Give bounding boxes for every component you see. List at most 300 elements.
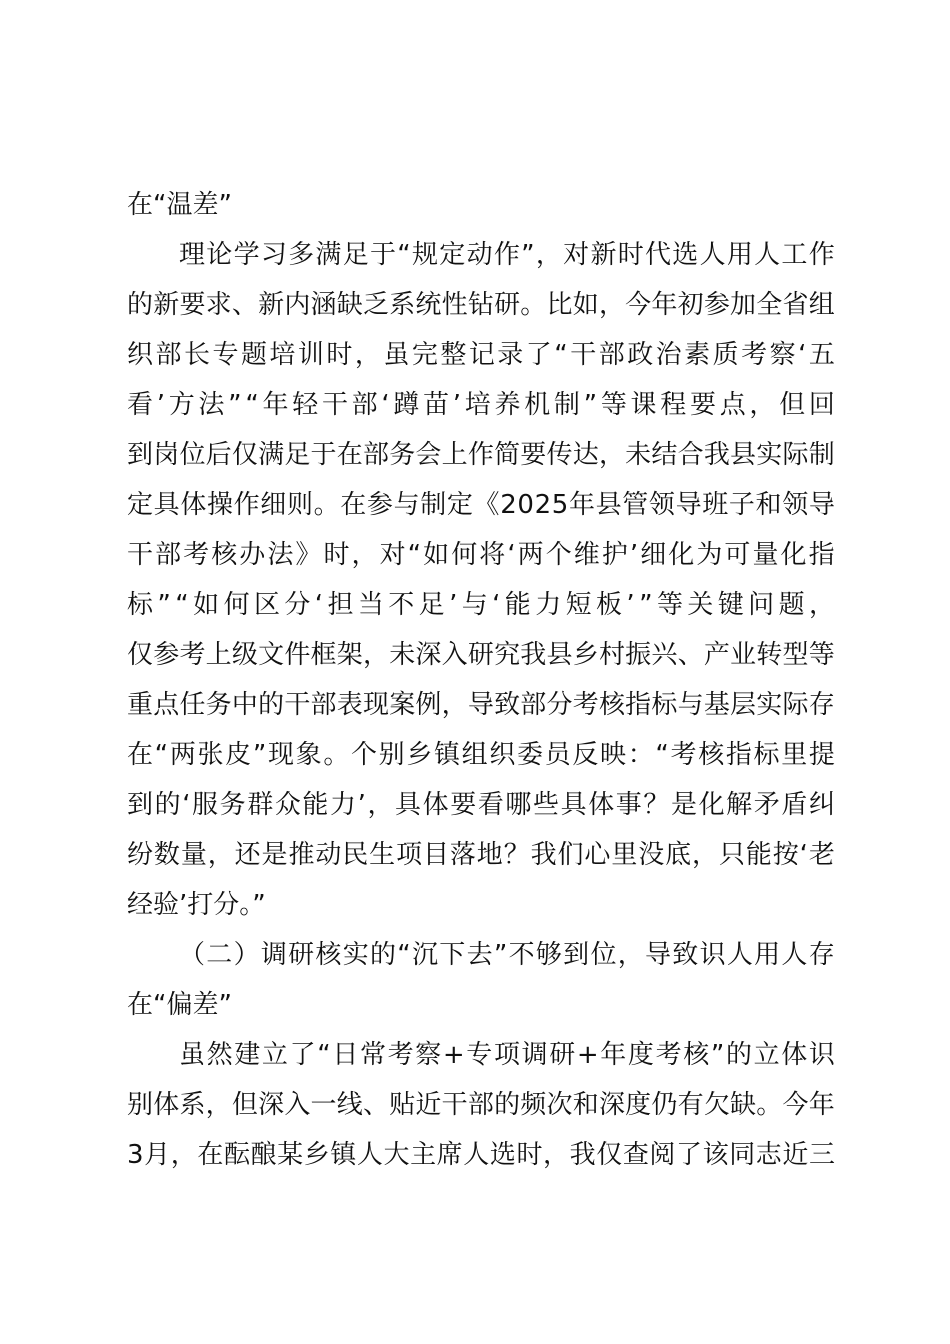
line-char: 主 [410, 1140, 437, 1170]
line-char: 的 [725, 1040, 752, 1070]
text-line [127, 730, 835, 780]
line-char: 制 [553, 390, 580, 420]
text-line [127, 1080, 835, 1130]
line-char: 与 [393, 490, 420, 520]
line-char: 数 [153, 840, 180, 870]
line-char: 如 [423, 540, 450, 570]
line-char: 内 [284, 290, 311, 320]
line-char: 蹲 [393, 390, 420, 420]
line-char: 部 [155, 540, 182, 570]
line-char: 只 [718, 840, 745, 870]
line-char: ” [252, 740, 267, 770]
line-char: 要 [689, 390, 716, 420]
line-char: 事 [615, 790, 642, 820]
line-char: 一 [310, 1090, 337, 1120]
line-char: 看 [477, 790, 504, 820]
line-char: 点 [719, 390, 746, 420]
line-char: ， [535, 240, 562, 270]
line-char: 力 [330, 790, 357, 820]
line-char: 底 [665, 840, 692, 870]
line-char: 机 [524, 390, 551, 420]
line-char: “ [317, 1040, 331, 1070]
line-char: 导 [645, 940, 672, 970]
line-char: 人 [726, 940, 753, 970]
line-char: 干 [284, 690, 311, 720]
line-char: 框 [310, 640, 337, 670]
line-char: 级 [231, 640, 258, 670]
line-char: 型 [782, 640, 809, 670]
line-char: 反 [572, 740, 599, 770]
line-char: + [576, 1040, 599, 1070]
line-char: 地 [476, 840, 503, 870]
line-char: 年 [568, 490, 595, 520]
line-char: 年 [651, 290, 678, 320]
line-char: ” [521, 240, 535, 270]
line-char: 纷 [127, 840, 154, 870]
line-char: 虽 [383, 340, 410, 370]
line-char: ， [749, 390, 776, 420]
line-char: 操 [206, 490, 233, 520]
line-char: 架 [336, 640, 363, 670]
line-char: 养 [494, 390, 521, 420]
line-char: 考 [655, 1040, 682, 1070]
line-char: 年 [808, 1090, 835, 1120]
line-char: 部 [520, 690, 547, 720]
line-char: 二 [206, 940, 233, 970]
line-char: 程 [660, 390, 687, 420]
line-char: 目 [422, 840, 449, 870]
line-char: ， [692, 840, 719, 870]
line-char: 部 [362, 440, 389, 470]
line-char: 结 [651, 440, 678, 470]
line-char: 例 [415, 690, 442, 720]
line-char: 频 [520, 1090, 547, 1120]
line-char: 层 [730, 690, 757, 720]
line-char: 纠 [808, 790, 835, 820]
line-char: 初 [677, 290, 704, 320]
line-char: 分 [284, 590, 311, 620]
line-char: （ [179, 940, 206, 970]
line-char: 落 [449, 840, 476, 870]
line-char: 有 [677, 1090, 704, 1120]
line-char: 化 [780, 540, 807, 570]
line-char: 新 [590, 240, 617, 270]
line-char: 中 [231, 690, 258, 720]
line-char: 仅 [596, 1140, 623, 1170]
line-char: 后 [205, 440, 232, 470]
line-char: 人 [463, 1140, 490, 1170]
line-char: 问 [748, 590, 775, 620]
line-char: 是 [670, 790, 697, 820]
line-char: 贴 [389, 1090, 416, 1120]
line-char: 管 [622, 490, 649, 520]
line-char: 合 [677, 440, 704, 470]
line-char: 足 [284, 440, 311, 470]
line-char: 3 [127, 1140, 144, 1170]
line-char: 调 [521, 1040, 548, 1070]
line-char: 可 [724, 540, 751, 570]
line-char: 考 [387, 1040, 414, 1070]
line-char: 作 [467, 440, 494, 470]
text-line [127, 580, 835, 630]
text-line [127, 880, 835, 930]
line-char: 具 [153, 490, 180, 520]
line-char: 人 [754, 240, 781, 270]
line-char: 位 [590, 940, 617, 970]
line-char: 年 [600, 1040, 627, 1070]
line-char: 新 [258, 290, 285, 320]
line-char: 上 [205, 640, 232, 670]
line-char: 化 [668, 540, 695, 570]
line-char: 在 [127, 740, 154, 770]
line-char: 2 [534, 490, 552, 520]
line-char: ： [627, 740, 654, 770]
line-char: 新 [153, 290, 180, 320]
line-char: 定 [446, 490, 473, 520]
line-char: 系 [389, 290, 416, 320]
line-char: 镇 [434, 740, 461, 770]
line-char: 立 [261, 1040, 288, 1070]
line-char: “ [245, 390, 259, 420]
line-char: ’ [626, 590, 635, 620]
line-char: 要 [520, 440, 547, 470]
line-char: 织 [489, 740, 516, 770]
line-char: 满 [315, 240, 342, 270]
line-char: 映 [600, 740, 627, 770]
line-char: 现 [362, 690, 389, 720]
line-char: 完 [411, 340, 438, 370]
line-char: 欠 [703, 1090, 730, 1120]
line-char: 到 [127, 440, 154, 470]
line-char: 两 [517, 540, 544, 570]
line-char: 提 [808, 740, 835, 770]
line-char: 到 [127, 790, 154, 820]
line-char: 点 [153, 690, 180, 720]
line-char: 在 [197, 1140, 224, 1170]
line-char: 今 [782, 1090, 809, 1120]
line-char: 实 [342, 940, 369, 970]
line-char: 部 [310, 690, 337, 720]
line-char: 考 [572, 690, 599, 720]
line-char: 究 [494, 640, 521, 670]
line-char: 里 [611, 840, 638, 870]
line-char: 织 [127, 340, 154, 370]
line-char: 我 [569, 1140, 596, 1170]
line-char: 。 [520, 290, 547, 320]
line-char: 镇 [330, 1140, 357, 1170]
line-char: 会 [415, 440, 442, 470]
line-char: 定 [127, 490, 154, 520]
line-char: 》 [295, 540, 322, 570]
line-char: 为 [696, 540, 723, 570]
line-char: 文 [258, 640, 285, 670]
line-char: 训 [297, 340, 324, 370]
line-char: 。 [323, 740, 350, 770]
line-char: ？ [503, 840, 530, 870]
line-char: 护 [601, 540, 628, 570]
line-char: 酿 [250, 1140, 277, 1170]
line-char: 部 [351, 390, 378, 420]
line-char: 了 [676, 1140, 703, 1170]
line-char: 别 [378, 740, 405, 770]
line-char: 际 [782, 440, 809, 470]
line-char: 5 [551, 490, 569, 520]
line-char: 了 [289, 1040, 316, 1070]
line-char: 担 [327, 590, 354, 620]
line-char: 的 [127, 290, 154, 320]
line-char: 关 [687, 590, 714, 620]
line-char: 制 [808, 440, 835, 470]
section-heading-line [127, 980, 835, 1030]
line-char: 涵 [310, 290, 337, 320]
line-char: 核 [698, 740, 725, 770]
line-char: ’ [452, 390, 462, 420]
line-char: 乡 [406, 740, 433, 770]
line-char: ” [710, 1040, 725, 1070]
line-char: 等 [656, 590, 683, 620]
line-char: 解 [726, 790, 753, 820]
line-char: “ [655, 740, 669, 770]
line-char: 核 [211, 540, 238, 570]
line-char: 参 [703, 290, 730, 320]
line-char: 学 [233, 240, 260, 270]
line-char: 体 [180, 490, 207, 520]
line-char: ’ [156, 390, 165, 420]
line-char: 。 [756, 1090, 783, 1120]
line-char: ， [617, 940, 644, 970]
line-char: 同 [729, 1140, 756, 1170]
line-char: ‘ [381, 390, 390, 420]
line-char: 民 [342, 840, 369, 870]
line-char: 去 [466, 940, 493, 970]
line-char: ， [543, 1140, 570, 1170]
text-line [127, 780, 835, 830]
line-char: 虽 [179, 1040, 206, 1070]
line-char: 在 [336, 440, 363, 470]
line-char: 部 [155, 340, 182, 370]
line-char: 用 [726, 240, 753, 270]
line-char: 个 [545, 540, 572, 570]
line-char: 细 [260, 490, 287, 520]
line-char: 治 [655, 340, 682, 370]
line-char: ？ [643, 790, 670, 820]
line-char: 没 [638, 840, 665, 870]
line-char: 项 [396, 840, 423, 870]
line-char: 规 [412, 240, 439, 270]
line-char: 当 [357, 590, 384, 620]
line-char: 产 [703, 640, 730, 670]
line-char: 省 [782, 290, 809, 320]
line-char: 专 [212, 340, 239, 370]
line-char: 年 [262, 390, 289, 420]
line-char: 仅 [127, 640, 154, 670]
line-char: 识 [808, 1040, 835, 1070]
line-char: 存 [808, 690, 835, 720]
line-char: 考 [179, 640, 206, 670]
line-char: 长 [183, 340, 210, 370]
line-char: 量 [752, 540, 779, 570]
line-char: 未 [625, 440, 652, 470]
line-char: 能 [302, 790, 329, 820]
line-char: ， [598, 440, 625, 470]
line-char: 于 [310, 440, 337, 470]
text-line [127, 680, 835, 730]
line-char: ” [493, 940, 508, 970]
line-char: 岗 [153, 440, 180, 470]
line-char: 分 [546, 690, 573, 720]
line-char: 心 [584, 840, 611, 870]
line-char: 加 [730, 290, 757, 320]
line-char: 基 [703, 690, 730, 720]
line-char: ” [228, 390, 242, 420]
line-char: ， [441, 690, 468, 720]
line-char: 个 [350, 740, 377, 770]
line-char: 等 [808, 640, 835, 670]
line-char: 些 [533, 790, 560, 820]
line-char: 化 [698, 790, 725, 820]
line-text: 经验’打分。” [127, 890, 266, 920]
line-char: 研 [549, 1040, 576, 1070]
line-char: 、 [231, 290, 258, 320]
line-char: 人 [356, 1140, 383, 1170]
line-char: 班 [702, 490, 729, 520]
line-char: 核 [683, 1040, 710, 1070]
line-char: 度 [625, 1090, 652, 1120]
line-char: 体 [422, 790, 449, 820]
line-char: 领 [648, 490, 675, 520]
line-char: 细 [640, 540, 667, 570]
line-char: 矛 [753, 790, 780, 820]
line-char: 月 [144, 1140, 171, 1170]
line-char: 察 [415, 1040, 442, 1070]
line-char: 到 [563, 940, 590, 970]
line-char: 干 [570, 340, 597, 370]
line-char: 皮 [225, 740, 252, 770]
text-line [127, 480, 835, 530]
line-char: 足 [418, 590, 445, 620]
line-char: 是 [261, 840, 288, 870]
line-char: 重 [127, 690, 154, 720]
line-char: 立 [753, 1040, 780, 1070]
line-char: 位 [179, 440, 206, 470]
line-char: 不 [388, 590, 415, 620]
line-char: 代 [645, 240, 672, 270]
line-char: 素 [684, 340, 711, 370]
line-char: ‘ [507, 540, 516, 570]
line-char: 导 [675, 490, 702, 520]
line-char: “ [397, 940, 411, 970]
line-char: 在 [340, 490, 367, 520]
line-char: 部 [598, 340, 625, 370]
line-char: 论 [206, 240, 233, 270]
line-char: 业 [730, 640, 757, 670]
line-char: 兴 [651, 640, 678, 670]
line-char: 整 [440, 340, 467, 370]
line-char: 两 [169, 740, 196, 770]
line-char: 案 [389, 690, 416, 720]
line-char: 的 [494, 1090, 521, 1120]
line-char: 务 [389, 440, 416, 470]
line-char: 村 [598, 640, 625, 670]
line-char: 今 [625, 290, 652, 320]
line-char: 入 [284, 1090, 311, 1120]
line-char: 调 [260, 940, 287, 970]
line-char: 定 [439, 240, 466, 270]
line-char: 阅 [649, 1140, 676, 1170]
line-char: 和 [755, 490, 782, 520]
line-char: 标 [127, 590, 154, 620]
line-char: 何 [223, 590, 250, 620]
line-char: + [442, 1040, 465, 1070]
line-char: ’ [357, 790, 366, 820]
line-char: 体 [781, 1040, 808, 1070]
text-line [127, 180, 835, 230]
line-char: ‘ [798, 340, 807, 370]
line-char: 核 [598, 690, 625, 720]
line-char: 研 [494, 290, 521, 320]
line-char: ） [233, 940, 260, 970]
line-char: 研 [467, 640, 494, 670]
line-char: ， [598, 290, 625, 320]
line-char: 、 [677, 640, 704, 670]
text-line [127, 830, 835, 880]
line-char: 时 [323, 540, 350, 570]
line-char: 度 [627, 1040, 654, 1070]
line-char: 乏 [362, 290, 389, 320]
line-char: 政 [627, 340, 654, 370]
line-char: 于 [369, 240, 396, 270]
line-char: 作 [493, 240, 520, 270]
line-char: 缺 [730, 1090, 757, 1120]
line-char: 板 [596, 590, 623, 620]
line-char: 全 [756, 290, 783, 320]
line-char: 具 [395, 790, 422, 820]
line-char: 按 [772, 840, 799, 870]
line-char: 我 [530, 840, 557, 870]
line-char: 下 [439, 940, 466, 970]
line-char: 组 [461, 740, 488, 770]
line-char: 五 [808, 340, 835, 370]
line-char: 任 [179, 690, 206, 720]
line-char: 时 [617, 240, 644, 270]
line-char: 的 [369, 940, 396, 970]
line-char: 件 [284, 640, 311, 670]
line-char: 对 [379, 540, 406, 570]
line-char: ” [639, 590, 653, 620]
line-char: 张 [197, 740, 224, 770]
line-char: 多 [288, 240, 315, 270]
line-char: 轻 [292, 390, 319, 420]
line-char: 培 [464, 390, 491, 420]
line-char: 干 [441, 1090, 468, 1120]
line-char: ， [808, 590, 835, 620]
line-char: 等 [600, 390, 627, 420]
line-char: 理 [179, 240, 206, 270]
line-char: “ [407, 540, 422, 570]
line-char: 察 [769, 340, 796, 370]
line-char: 工 [781, 240, 808, 270]
line-char: 深 [415, 640, 442, 670]
text-line [127, 430, 835, 480]
line-char: 选 [489, 1140, 516, 1170]
line-char: 务 [205, 690, 232, 720]
line-char: 我 [520, 640, 547, 670]
line-char: 深 [258, 1090, 285, 1120]
line-char: 不 [508, 940, 535, 970]
line-char: 实 [756, 440, 783, 470]
paragraph-first-line [127, 1030, 835, 1080]
line-char: 求 [205, 290, 232, 320]
